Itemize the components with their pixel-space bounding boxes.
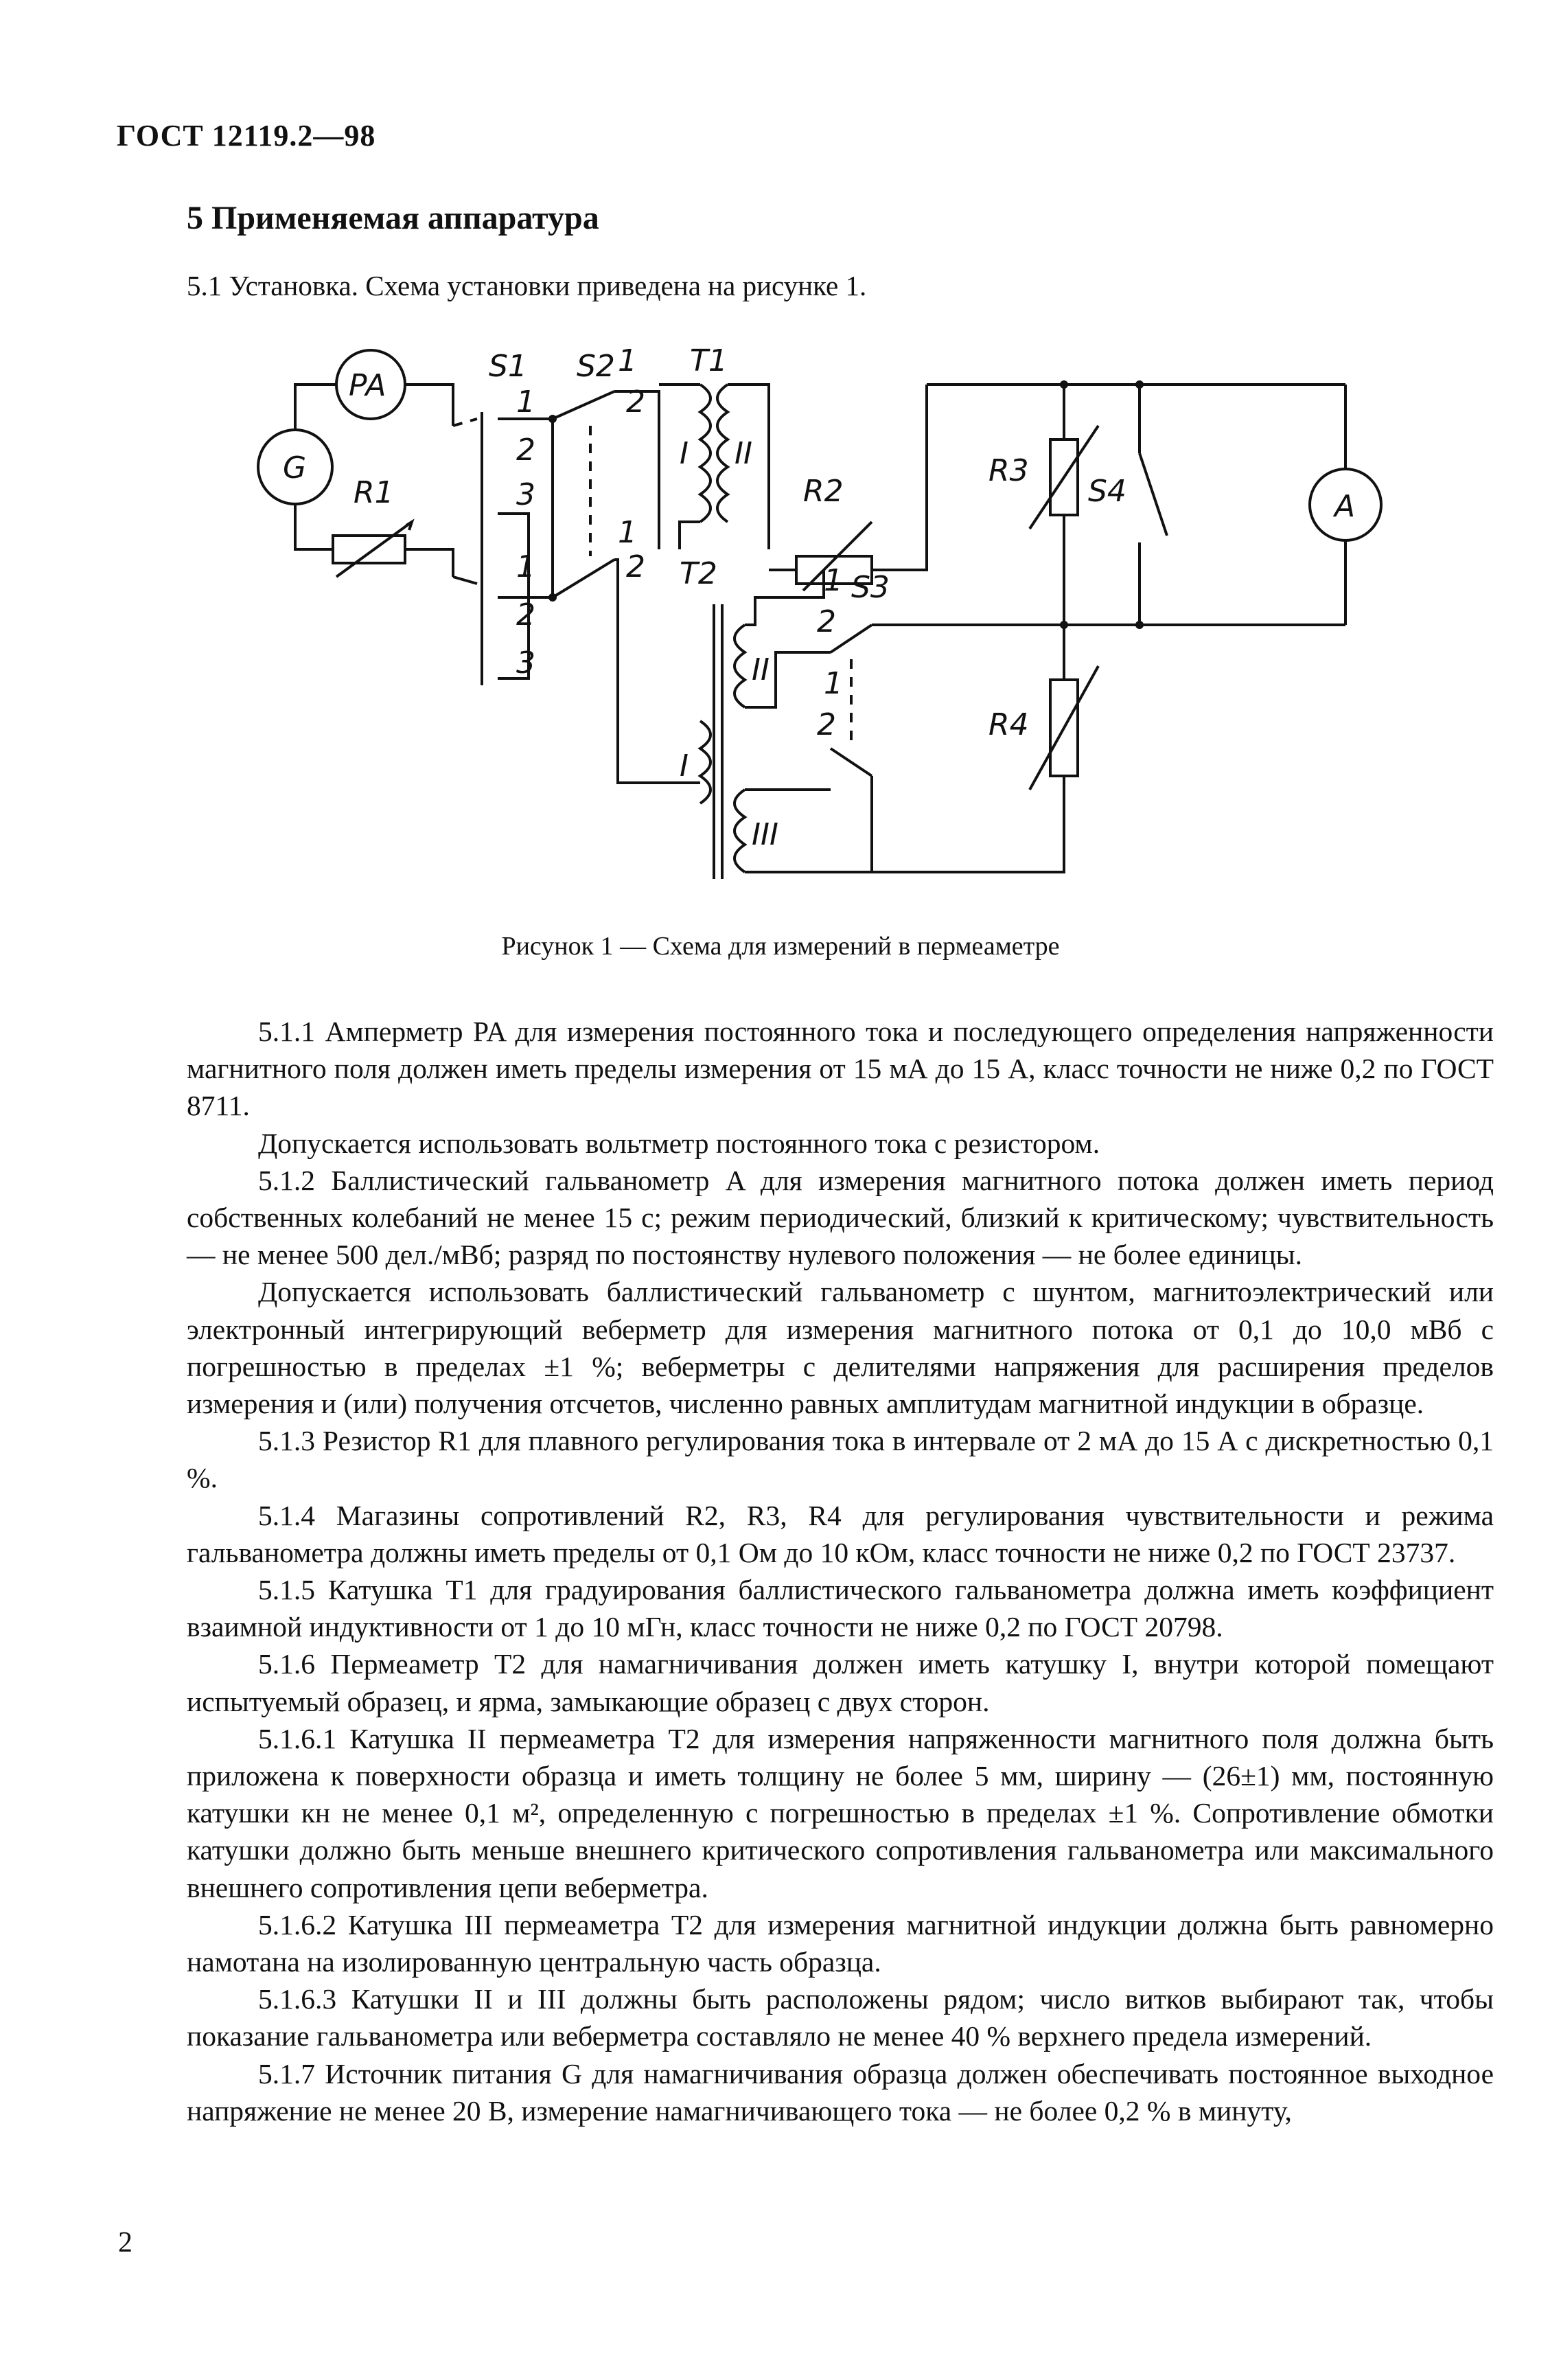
paragraph-5-1-6-3: 5.1.6.3 Катушки II и III должны быть расположены рядом; число витков выбирают так, чтобы показание гальванометра или веберметра составляло не менее 40 % верхнего предела измерений. xyxy=(187,1983,1494,2052)
resistor-r1 xyxy=(333,536,405,563)
paragraph-5-1-2: 5.1.2 Баллистический гальванометр A для измерения магнитного потока должен иметь период собственных колебаний не менее 15 с; режим периодический, близкий к критическому; чувствительность — не менее 500 дел./мВб; разряд по постоянству нулевого положения — не более единицы. xyxy=(187,1164,1494,1271)
label-t2: T2 xyxy=(680,556,717,591)
paragraph-5-1-6: 5.1.6 Пермеаметр T2 для намагничивания должен иметь катушку I, внутри которой помещают испытуемый образец, и ярма, замыкающие образец с двух сторон. xyxy=(187,1648,1494,1717)
paragraph-5-1-5: 5.1.5 Катушка T1 для градуирования баллистического гальванометра должна иметь коэффициент взаимной индуктивности от 1 до 10 мГн, класс точности не ниже 0,2 по ГОСТ 20798. xyxy=(187,1574,1494,1643)
label-s2-2a: 2 xyxy=(626,385,645,420)
figure-caption: Рисунок 1 — Схема для измерений в пермеаметре xyxy=(501,932,1060,961)
label-s3-2b: 2 xyxy=(817,707,836,742)
circuit-diagram xyxy=(233,336,1400,927)
label-t1-ii: II xyxy=(735,436,752,471)
label-r4: R4 xyxy=(988,707,1029,742)
label-t2-ii: II xyxy=(752,652,770,687)
label-s4: S4 xyxy=(1088,474,1126,509)
label-g: G xyxy=(283,450,307,485)
label-a: A xyxy=(1334,489,1356,524)
label-r3: R3 xyxy=(988,453,1029,488)
page-number: 2 xyxy=(118,2227,132,2258)
label-s2-1b: 1 xyxy=(618,515,637,550)
paragraph-5-1-6-1: 5.1.6.1 Катушка II пермеаметра T2 для измерения напряженности магнитного поля должна быть приложена к поверхности образца и иметь толщину не более 5 мм, ширину — (26±1) мм, постоянную катушки кн не менее 0,1 м², определенную с погрешностью в пределах ±1 %. Сопротивление обмотки катушки должно быть меньше внешнего критического сопротивления гальванометра или максимального внешнего сопротивления цепи веберметра. xyxy=(187,1722,1494,1903)
label-s3: S3 xyxy=(851,570,890,605)
label-s1-3b: 3 xyxy=(516,645,535,680)
intro-paragraph: 5.1 Установка. Схема установки приведена на рисунке 1. xyxy=(187,270,867,301)
document-header: ГОСТ 12119.2—98 xyxy=(117,119,376,152)
label-pa: PA xyxy=(349,368,386,403)
label-s3-1b: 1 xyxy=(824,666,843,701)
label-s2: S2 xyxy=(577,349,615,384)
paragraph-5-1-2-note: Допускается использовать баллистический гальванометр с шунтом, магнитоэлектрический или электронный интегрирующий веберметр для измерения магнитного потока от 0,1 до 10,0 мВб с погрешностью в пределах ±1 %; веберметры с делителями напряжения для расширения пределов измерения и (или) получения отсчетов, численно равных амплитудам магнитной индукции в образце. xyxy=(187,1276,1494,1420)
paragraph-5-1-6-2: 5.1.6.2 Катушка III пермеаметра T2 для измерения магнитной индукции должна быть равномерно намотана на изолированную центральную часть образца. xyxy=(187,1908,1494,1978)
label-s3-1a: 1 xyxy=(824,563,843,598)
label-s1-1b: 1 xyxy=(516,549,535,584)
label-t2-iii: III xyxy=(752,817,778,852)
paragraph-5-1-1-note: Допускается использовать вольтметр постоянного тока с резистором. xyxy=(258,1127,1100,1159)
label-t2-i: I xyxy=(680,748,689,783)
label-t1-i: I xyxy=(680,436,689,471)
paragraph-5-1-7: 5.1.7 Источник питания G для намагничивания образца должен обеспечивать постоянное выходное напряжение не менее 20 В, измерение намагничивающего тока — не более 0,2 % в минуту, xyxy=(187,2057,1494,2127)
label-s2-2b: 2 xyxy=(626,549,645,584)
label-s1-2a: 2 xyxy=(516,433,535,468)
label-t1: T1 xyxy=(690,343,728,378)
label-s1-2b: 2 xyxy=(516,597,535,632)
paragraph-5-1-3: 5.1.3 Резистор R1 для плавного регулирования тока в интервале от 2 мА до 15 А с дискретностью 0,1 %. xyxy=(187,1425,1494,1494)
label-s1-3a: 3 xyxy=(516,477,535,512)
label-s1: S1 xyxy=(489,349,527,384)
section-title: 5 Применяемая аппаратура xyxy=(187,200,599,236)
label-s3-2a: 2 xyxy=(817,604,836,639)
label-s1-1a: 1 xyxy=(516,385,535,420)
label-r2: R2 xyxy=(803,474,844,509)
body-text xyxy=(187,1013,1494,2129)
paragraph-5-1-1: 5.1.1 Амперметр PA для измерения постоянного тока и последующего определения напряженности магнитного поля должен иметь пределы измерения от 15 мА до 15 А, класс точности не ниже 0,2 по ГОСТ 8711. xyxy=(187,1016,1494,1122)
label-r1: R1 xyxy=(354,475,394,510)
paragraph-5-1-4: 5.1.4 Магазины сопротивлений R2, R3, R4 для регулирования чувствительности и режима гальванометра должны иметь пределы от 0,1 Ом до 10 кОм, класс точности не ниже 0,2 по ГОСТ 23737. xyxy=(187,1499,1494,1568)
label-s2-1a: 1 xyxy=(618,343,637,378)
